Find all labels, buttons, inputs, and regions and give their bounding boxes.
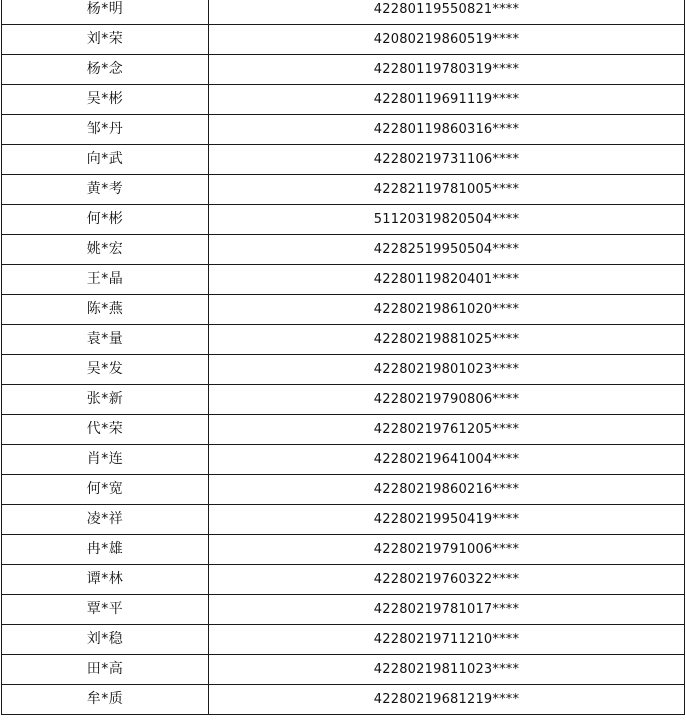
name-cell: 凌*祥: [2, 505, 209, 535]
id-number-cell: 42282519950504****: [209, 235, 685, 265]
id-number-cell: 42280119780319****: [209, 55, 685, 85]
name-cell: 谭*林: [2, 565, 209, 595]
table-body: [2, 0, 685, 715]
name-cell: 陈*燕: [2, 295, 209, 325]
table-row: [2, 355, 685, 385]
id-number-cell: 42282119781005****: [209, 175, 685, 205]
table-row: [2, 265, 685, 295]
table-row: [2, 205, 685, 235]
table-row: [2, 445, 685, 475]
name-cell: 杨*念: [2, 55, 209, 85]
name-cell: 王*晶: [2, 265, 209, 295]
name-cell: 杨*明: [2, 0, 209, 25]
table-row: [2, 625, 685, 655]
id-number-cell: 42280219790806****: [209, 385, 685, 415]
id-number-cell: 42280219781017****: [209, 595, 685, 625]
table-row: [2, 475, 685, 505]
table-row: [2, 655, 685, 685]
id-number-cell: 42280219811023****: [209, 655, 685, 685]
id-number-cell: 42280219711210****: [209, 625, 685, 655]
name-cell: 向*武: [2, 145, 209, 175]
table-row: [2, 325, 685, 355]
name-cell: 张*新: [2, 385, 209, 415]
table-row: [2, 25, 685, 55]
id-number-cell: 42080219860519****: [209, 25, 685, 55]
table-row: [2, 295, 685, 325]
id-number-cell: 42280119691119****: [209, 85, 685, 115]
name-cell: 田*高: [2, 655, 209, 685]
name-cell: 牟*质: [2, 685, 209, 715]
table-row: [2, 115, 685, 145]
id-number-cell: 42280119550821****: [209, 0, 685, 25]
table-row: [2, 235, 685, 265]
table-row: [2, 145, 685, 175]
table-row: [2, 565, 685, 595]
table-row: [2, 85, 685, 115]
table-row: [2, 55, 685, 85]
name-cell: 何*宽: [2, 475, 209, 505]
table-row: [2, 595, 685, 625]
id-number-cell: 42280219861020****: [209, 295, 685, 325]
table-row: [2, 385, 685, 415]
id-number-cell: 42280219860216****: [209, 475, 685, 505]
table-row: [2, 535, 685, 565]
name-cell: 吴*彬: [2, 85, 209, 115]
name-cell: 袁*量: [2, 325, 209, 355]
id-number-cell: 42280219641004****: [209, 445, 685, 475]
id-number-cell: 42280119860316****: [209, 115, 685, 145]
table-row: [2, 175, 685, 205]
name-cell: 姚*宏: [2, 235, 209, 265]
id-number-cell: 42280219950419****: [209, 505, 685, 535]
name-cell: 冉*雄: [2, 535, 209, 565]
id-number-cell: 51120319820504****: [209, 205, 685, 235]
name-cell: 邹*丹: [2, 115, 209, 145]
person-table: [1, 0, 685, 715]
name-cell: 刘*稳: [2, 625, 209, 655]
name-cell: 覃*平: [2, 595, 209, 625]
id-number-cell: 42280119820401****: [209, 265, 685, 295]
id-number-cell: 42280219801023****: [209, 355, 685, 385]
name-cell: 吴*发: [2, 355, 209, 385]
name-cell: 刘*荣: [2, 25, 209, 55]
table-row: [2, 505, 685, 535]
id-number-cell: 42280219731106****: [209, 145, 685, 175]
name-cell: 何*彬: [2, 205, 209, 235]
id-number-cell: 42280219881025****: [209, 325, 685, 355]
id-number-cell: 42280219681219****: [209, 685, 685, 715]
id-number-cell: 42280219791006****: [209, 535, 685, 565]
table-row: [2, 0, 685, 25]
name-cell: 代*荣: [2, 415, 209, 445]
table-row: [2, 415, 685, 445]
id-number-cell: 42280219761205****: [209, 415, 685, 445]
name-cell: 肖*连: [2, 445, 209, 475]
name-cell: 黄*考: [2, 175, 209, 205]
id-number-cell: 42280219760322****: [209, 565, 685, 595]
table-row: [2, 685, 685, 715]
